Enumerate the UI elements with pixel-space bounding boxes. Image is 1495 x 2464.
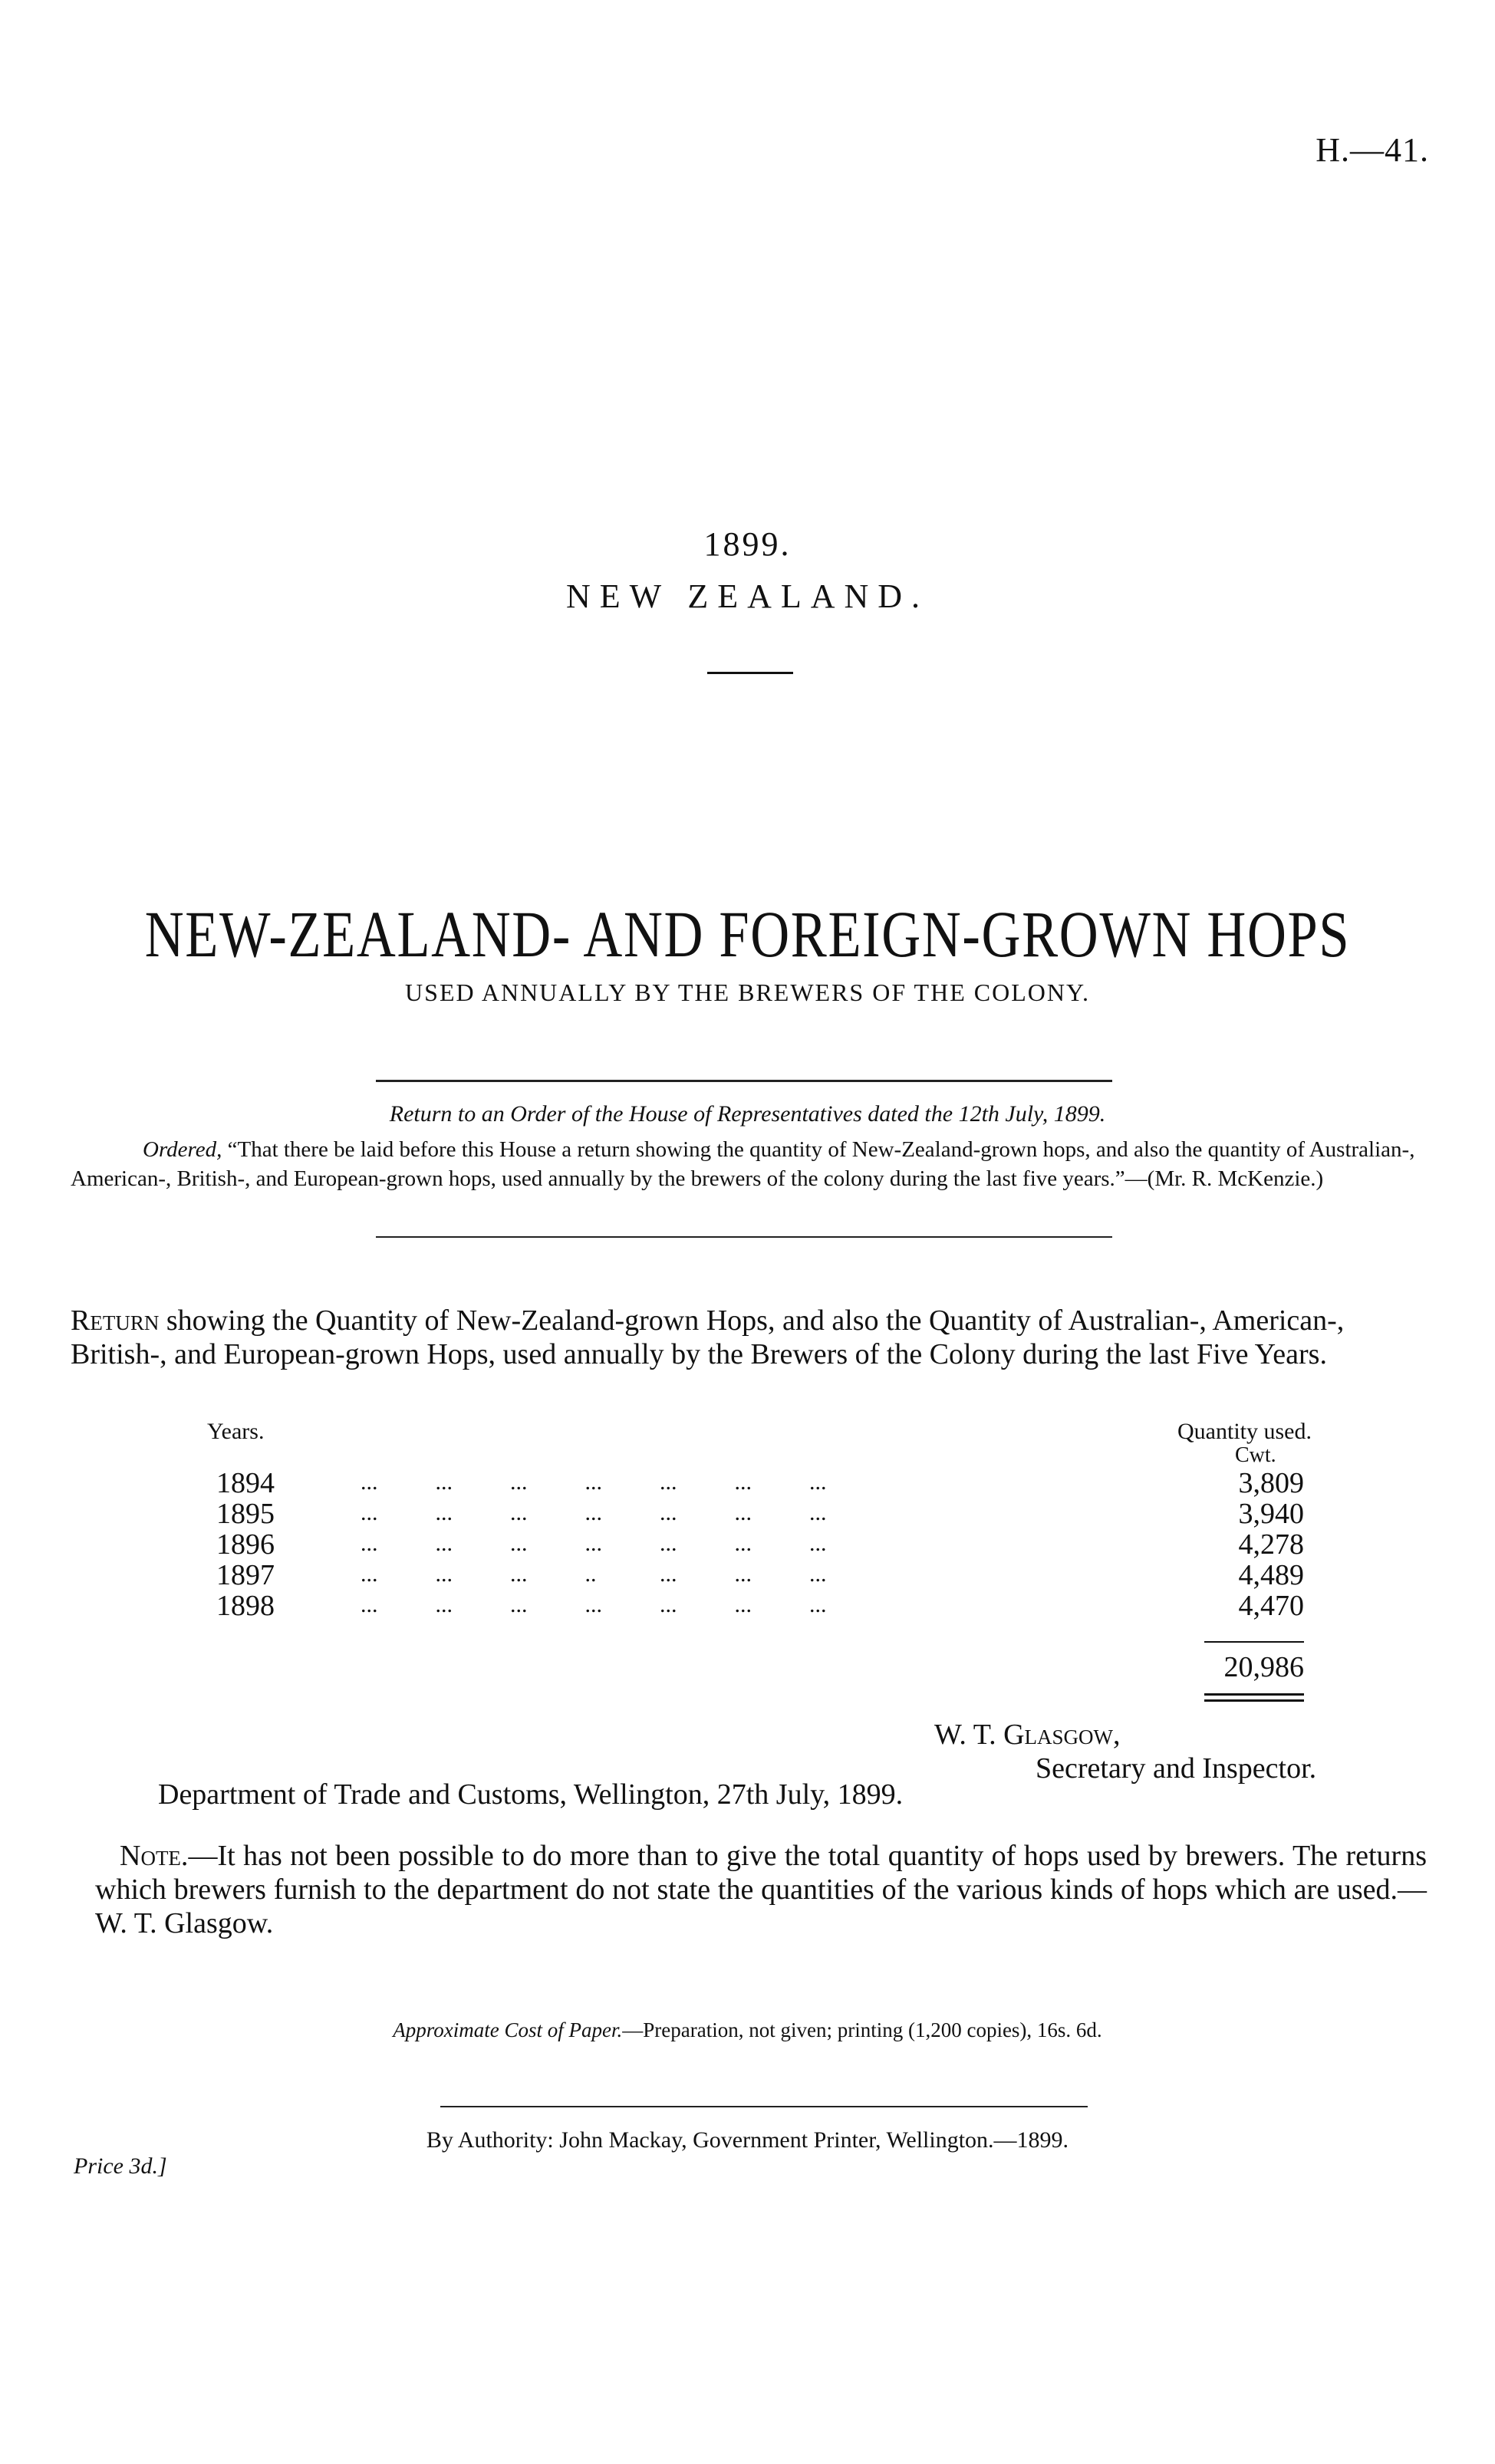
column-header-unit: Cwt. bbox=[1235, 1443, 1276, 1467]
leader-dots: ... ... ... .. ... ... ... bbox=[361, 1561, 827, 1587]
table-row bbox=[0, 1528, 1495, 1561]
document-reference: H.—41. bbox=[1316, 131, 1429, 169]
leader-dots: ... ... ... ... ... ... ... bbox=[361, 1531, 827, 1556]
note-text: —It has not been possible to do more than to give the total quantity of hops used by brewers. The returns which brewers furnish to the department do not state the quantities of the various kinds of hops which are used.—W. T. Glasgow. bbox=[95, 1840, 1427, 1939]
page-subtitle: USED ANNUALLY BY THE BREWERS OF THE COLONY. bbox=[405, 979, 1090, 1006]
page-title: NEW-ZEALAND- AND FOREIGN-GROWN HOPS bbox=[144, 897, 1351, 971]
cost-label: Approximate Cost of Paper. bbox=[393, 2018, 623, 2041]
publication-year: 1899. bbox=[703, 525, 792, 563]
divider-rule bbox=[376, 1236, 1112, 1238]
price-line: Price 3d.] bbox=[74, 2153, 167, 2179]
row-quantity: 4,278 bbox=[1238, 1528, 1304, 1561]
divider-rule bbox=[707, 672, 793, 674]
leader-dots: ... ... ... ... ... ... ... bbox=[361, 1500, 827, 1525]
total-quantity: 20,986 bbox=[1223, 1651, 1304, 1683]
row-year: 1897 bbox=[216, 1559, 275, 1591]
table-row bbox=[0, 1497, 1495, 1528]
note-lead: Note. bbox=[120, 1840, 189, 1872]
ordered-paragraph bbox=[71, 1135, 1425, 1193]
row-quantity: 3,940 bbox=[1238, 1498, 1304, 1530]
ordered-label: Ordered, bbox=[143, 1137, 222, 1162]
signatory-title: Secretary and Inspector. bbox=[1036, 1752, 1317, 1785]
leader-dots: ... ... ... ... ... ... ... bbox=[361, 1592, 827, 1617]
signatory-name: W. T. Glasgow, bbox=[934, 1719, 1121, 1751]
return-heading-paragraph bbox=[71, 1304, 1425, 1371]
leader-dots: ... ... ... ... ... ... ... bbox=[361, 1469, 827, 1495]
row-year: 1894 bbox=[216, 1467, 275, 1499]
row-year: 1896 bbox=[216, 1528, 275, 1561]
return-order-line: Return to an Order of the House of Representatives dated the 12th July, 1899. bbox=[389, 1101, 1106, 1127]
return-heading-text: showing the Quantity of New-Zealand-grown Hops, and also the Quantity of Australian-, American-, British-, and European-grown Hops, used annually by the Brewers of the Colony during the last Five Years. bbox=[71, 1304, 1345, 1370]
row-quantity: 4,489 bbox=[1238, 1559, 1304, 1591]
return-lead: Return bbox=[71, 1304, 160, 1337]
row-year: 1895 bbox=[216, 1498, 275, 1530]
total-double-rule bbox=[1204, 1699, 1304, 1702]
note-paragraph bbox=[95, 1839, 1427, 1940]
total-rule bbox=[1204, 1641, 1304, 1643]
row-year: 1898 bbox=[216, 1590, 275, 1622]
table-row bbox=[0, 1558, 1495, 1589]
total-double-rule bbox=[1204, 1693, 1304, 1696]
ordered-text: “That there be laid before this House a return showing the quantity of New-Zealand-grown hops, and also the quantity of Australian-, American-, British-, and European-grown hops, used annually by the brewers of the colony during the last five years.”—(Mr. R. McKenzie.) bbox=[71, 1137, 1415, 1191]
table-row bbox=[0, 1589, 1495, 1620]
row-quantity: 3,809 bbox=[1238, 1467, 1304, 1499]
country-heading: NEW ZEALAND. bbox=[565, 577, 930, 615]
printer-line: By Authority: John Mackay, Government Printer, Wellington.—1899. bbox=[426, 2127, 1069, 2153]
cost-line bbox=[0, 2018, 1495, 2042]
column-header-years: Years. bbox=[207, 1419, 265, 1444]
table-row bbox=[0, 1466, 1495, 1497]
divider-rule bbox=[440, 2106, 1088, 2107]
divider-rule bbox=[376, 1080, 1112, 1082]
cost-text: —Preparation, not given; printing (1,200 copies), 16s. 6d. bbox=[622, 2018, 1102, 2041]
column-header-quantity: Quantity used. bbox=[1177, 1419, 1312, 1444]
department-line: Department of Trade and Customs, Wellington, 27th July, 1899. bbox=[158, 1778, 904, 1811]
row-quantity: 4,470 bbox=[1238, 1590, 1304, 1622]
